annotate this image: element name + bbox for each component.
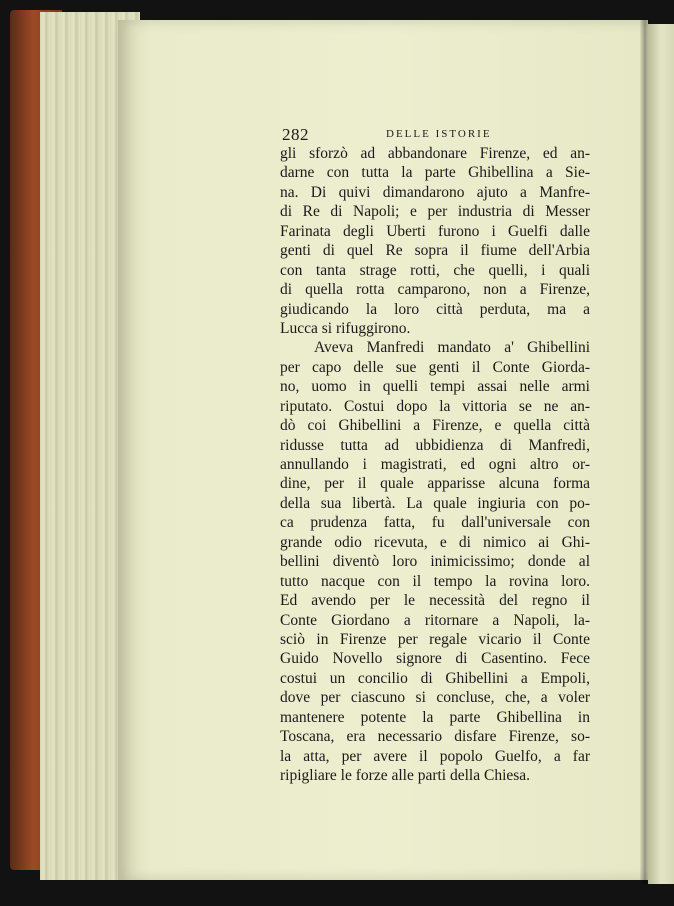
text-line: Aveva Manfredi mandato a' Ghibellini [314, 339, 590, 357]
text-line: darne con tutta la parte Ghibellina a Sie- [280, 164, 590, 182]
text-line: ripigliare le forze alle parti della Chiesa. [280, 767, 531, 784]
page-number: 282 [282, 125, 309, 144]
text-line: di Re di Napoli; e per industria di Messer [280, 203, 590, 221]
text-line: Guido Novello signore di Casentino. Fece [280, 650, 590, 668]
text-line: Toscana, era necessario disfare Firenze, so- [280, 728, 590, 746]
text-line: di quella rotta camparono, non a Firenze, [280, 281, 590, 299]
text-line: riputato. Costui dopo la vittoria se ne an- [280, 397, 590, 415]
running-head: DELLE ISTORIE [386, 128, 492, 140]
text-line: Lucca si rifuggirono. [280, 319, 411, 337]
right-page-edge [648, 24, 674, 884]
text-line: bellini diventò loro inimicissimo; donde al [280, 553, 590, 571]
text-line: con tanta strage rotti, che quelli, i quali [280, 261, 590, 279]
paragraph-1 [280, 144, 590, 338]
text-line: tutto nacque con il tempo la rovina loro. [280, 572, 590, 590]
text-line: Conte Giordano a ritornare a Napoli, la- [280, 611, 590, 629]
text-line: mantenere potente la parte Ghibellina in [280, 708, 590, 726]
text-line: Farinata degli Uberti furono i Guelfi dalle [280, 222, 590, 240]
text-line: della sua libertà. La quale ingiuria con po- [280, 494, 590, 512]
paragraph-2 [280, 338, 590, 785]
text-line: ridusse tutta ad ubbidienza di Manfredi, [280, 436, 590, 454]
page-header [282, 125, 592, 145]
text-line: dove per ciascuno si concluse, che, a voler [280, 689, 590, 707]
text-line: annullando i magistrati, ed ogni altro or- [280, 456, 590, 473]
body-text [280, 144, 590, 785]
text-line: Ed avendo per le necessità del regno il [280, 592, 590, 610]
text-line: grande odio ricevuta, e di nimico ai Ghi- [280, 533, 590, 551]
text-line: costui un concilio di Ghibellini a Empoli, [280, 669, 590, 687]
text-line: ca prudenza fatta, fu dall'universale con [280, 514, 590, 532]
text-line: la atta, per avere il popolo Guelfo, a far [280, 747, 590, 765]
text-line: dine, per il quale apparisse alcuna forma [280, 475, 590, 493]
text-line: giudicando la loro città perduta, ma a [280, 300, 590, 318]
text-line: sciò in Firenze per regale vicario il Conte [280, 630, 590, 648]
text-line: per capo delle sue genti il Conte Giorda- [280, 358, 590, 376]
text-line: dò coi Ghibellini a Firenze, e quella città [280, 417, 590, 435]
text-line: gli sforzò ad abbandonare Firenze, ed an- [280, 145, 590, 162]
text-line: genti di quel Re sopra il fiume dell'Arbia [280, 242, 590, 260]
text-line: na. Di quivi dimandarono ajuto a Manfre- [280, 183, 590, 201]
text-line: no, uomo in quelli tempi assai nelle armi [280, 378, 590, 396]
